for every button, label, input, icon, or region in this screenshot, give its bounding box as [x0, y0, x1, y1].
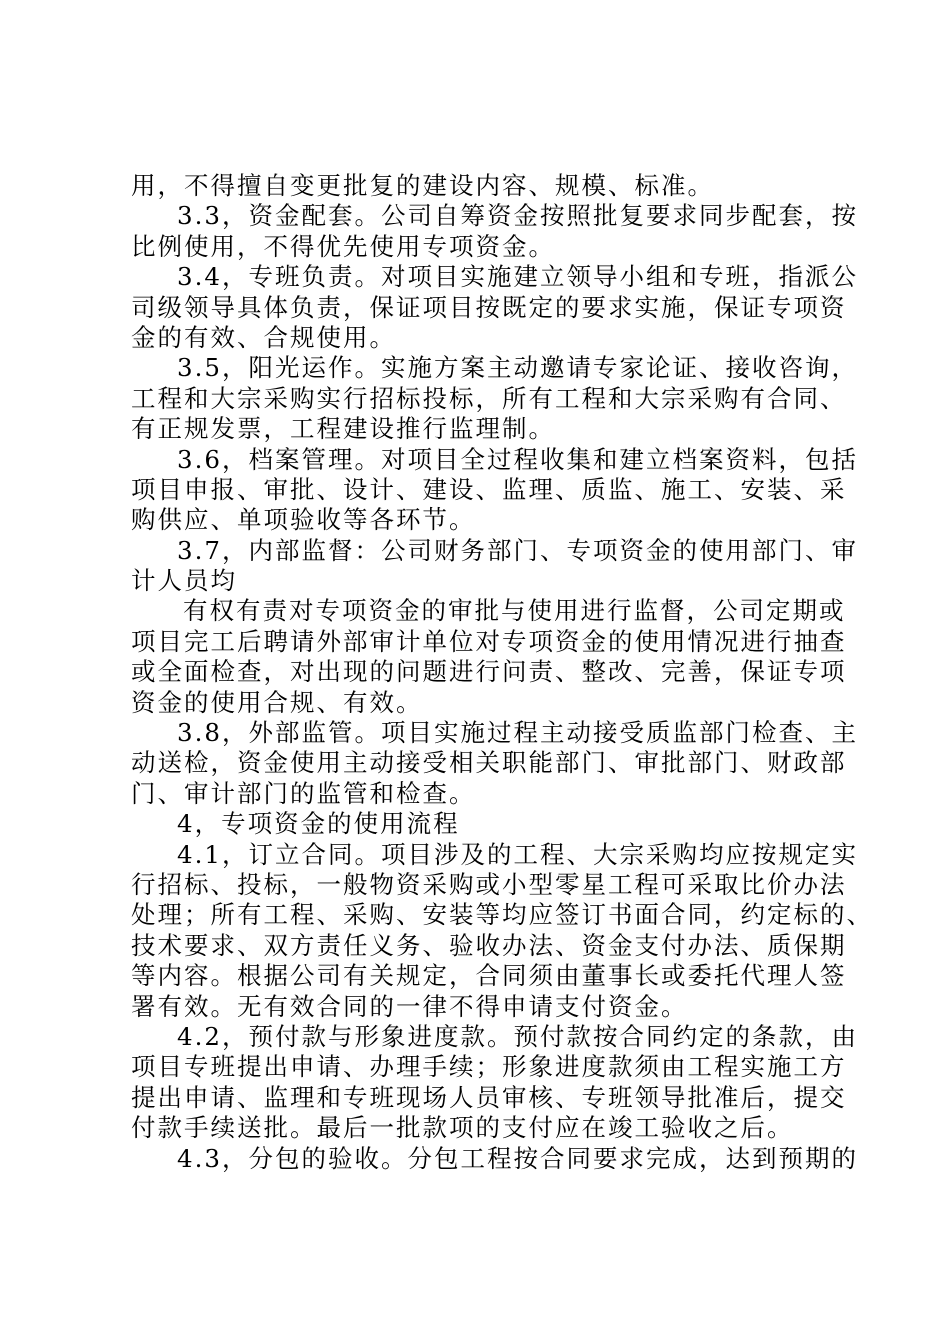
paragraph-4-1-line-5: 等内容。根据公司有关规定，合同须由董事长或委托代理人签 — [131, 961, 847, 991]
paragraph-4-2-line-3: 提出申请、监理和专班现场人员审核、专班领导批准后，提交 — [131, 1082, 847, 1112]
paragraph-3-4-line-2: 司级领导具体负责，保证项目按既定的要求实施，保证专项资 — [131, 292, 847, 322]
paragraph-4-1-line-1: 4.1，订立合同。项目涉及的工程、大宗采购均应按规定实 — [177, 839, 858, 869]
paragraph-3-8-line-3: 门、审计部门的监管和检查。 — [131, 778, 476, 808]
paragraph-3-3-line-1: 3.3，资金配套。公司自筹资金按照批复要求同步配套，按 — [177, 201, 858, 231]
paragraph-3-7b-line-3: 或全面检查，对出现的问题进行问责、整改、完善，保证专项 — [131, 657, 847, 687]
paragraph-4-2-line-4: 付款手续送批。最后一批款项的支付应在竣工验收之后。 — [131, 1113, 794, 1143]
paragraph-3-6-line-3: 购供应、单项验收等各环节。 — [131, 505, 476, 535]
paragraph-4-2-line-1: 4.2，预付款与形象进度款。预付款按合同约定的条款，由 — [177, 1021, 858, 1051]
paragraph-3-7-line-1: 3.7，内部监督：公司财务部门、专项资金的使用部门、审 — [177, 535, 858, 565]
paragraph-3-4-line-1: 3.4，专班负责。对项目实施建立领导小组和专班，指派公 — [177, 262, 858, 292]
paragraph-3-5-line-2: 工程和大宗采购实行招标投标，所有工程和大宗采购有合同、 — [131, 383, 847, 413]
paragraph-4-1-line-3: 处理；所有工程、采购、安装等均应签订书面合同，约定标的、 — [131, 900, 873, 930]
document-body — [131, 171, 873, 1174]
paragraph-3-8-line-1: 3.8，外部监管。项目实施过程主动接受质监部门检查、主 — [177, 718, 858, 748]
paragraph-3-4-line-3: 金的有效、合规使用。 — [131, 322, 396, 352]
paragraph-3-7b-line-1: 有权有责对专项资金的审批与使用进行监督，公司定期或 — [183, 596, 846, 626]
paragraph-3-5-line-1: 3.5，阳光运作。实施方案主动邀请专家论证、接收咨询， — [177, 353, 858, 383]
text-line: 用，不得擅自变更批复的建设内容、规模、标准。 — [131, 171, 714, 200]
paragraph-4-3-line-1: 4.3，分包的验收。分包工程按合同要求完成，达到预期的 — [177, 1143, 858, 1173]
paragraph-4-2-line-2: 项目专班提出申请、办理手续；形象进度款须由工程实施工方 — [131, 1052, 847, 1082]
paragraph-3-7b-line-2: 项目完工后聘请外部审计单位对专项资金的使用情况进行抽查 — [131, 626, 847, 656]
paragraph-3-8-line-2: 动送检，资金使用主动接受相关职能部门、审批部门、财政部 — [131, 748, 847, 778]
paragraph-3-6-line-2: 项目申报、审批、设计、建设、监理、质监、施工、安装、采 — [131, 474, 847, 504]
paragraph-3-6-line-1: 3.6，档案管理。对项目全过程收集和建立档案资料，包括 — [177, 444, 858, 474]
paragraph-4-1-line-6: 署有效。无有效合同的一律不得申请支付资金。 — [131, 991, 688, 1021]
paragraph-3-7b-line-4: 资金的使用合规、有效。 — [131, 687, 423, 717]
paragraph-4-1-line-4: 技术要求、双方责任义务、验收办法、资金支付办法、质保期 — [131, 930, 847, 960]
paragraph-4-1-line-2: 行招标、投标，一般物资采购或小型零星工程可采取比价办法 — [131, 869, 847, 899]
paragraph-3-3-line-2: 比例使用，不得优先使用专项资金。 — [131, 231, 555, 261]
paragraph-3-5-line-3: 有正规发票，工程建设推行监理制。 — [131, 414, 555, 444]
paragraph-3-7-line-2: 计人员均 — [131, 566, 237, 596]
section-4-heading: 4，专项资金的使用流程 — [177, 809, 460, 839]
